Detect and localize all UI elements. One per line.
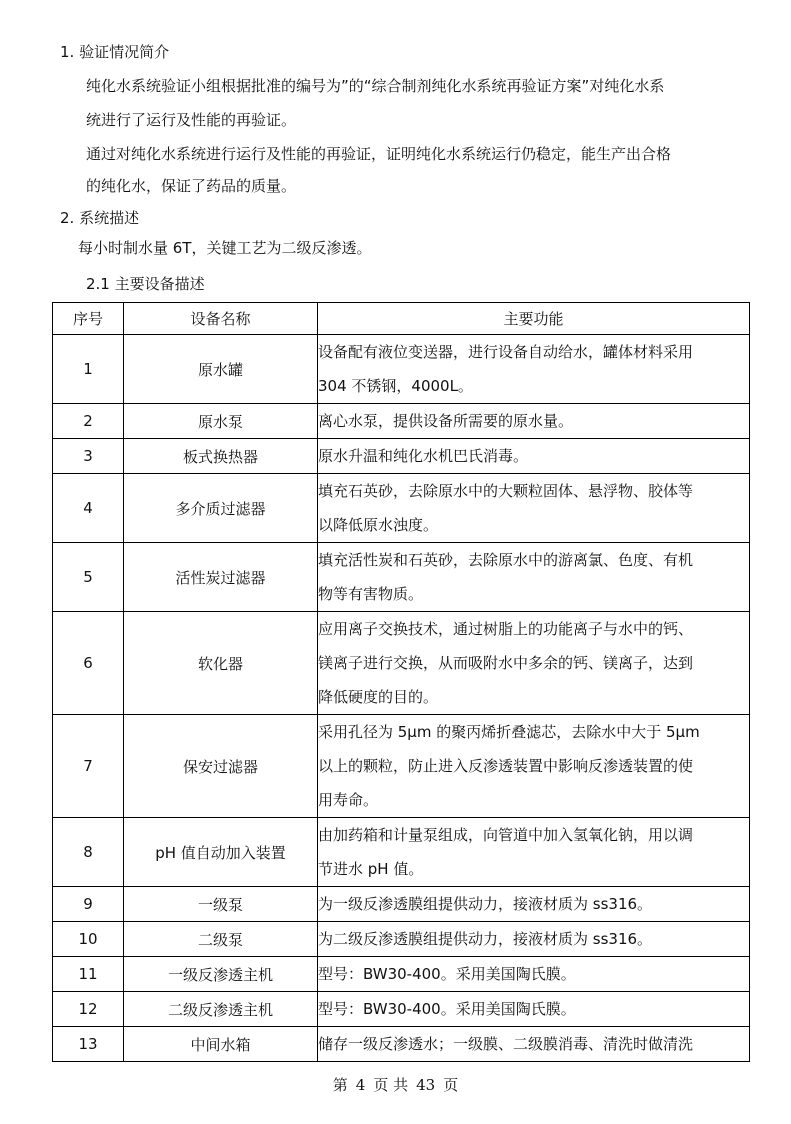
function-line: 填充石英砂，去除原水中的大颗粒固体、悬浮物、胶体等: [318, 482, 694, 500]
table-row: [53, 543, 750, 612]
footer-total-pages: 43: [416, 1076, 436, 1094]
footer-mid: 页 共: [373, 1076, 409, 1094]
section-1-heading: 1. 验证情况简介: [60, 43, 170, 61]
function-line: 储存一级反渗透水；一级膜、二级膜消毒、清洗时做清洗: [318, 1035, 694, 1053]
section-1-para2-line1: 通过对纯化水系统进行运行及性能的再验证，证明纯化水系统运行仍稳定，能生产出合格: [86, 145, 672, 163]
function-line: 节进水 pH 值。: [318, 860, 424, 878]
function-line: 离心水泵，提供设备所需要的原水量。: [318, 412, 574, 430]
section-1-para2-line2: 的纯化水，保证了药品的质量。: [86, 177, 297, 195]
section-1-para1-line2: 统进行了运行及性能的再验证。: [86, 111, 297, 129]
equipment-function: [318, 612, 750, 715]
function-line: 填充活性炭和石英砂，去除原水中的游离氯、色度、有机: [318, 551, 694, 569]
section-2-heading: 2. 系统描述: [60, 209, 140, 227]
footer-page-number: 4: [355, 1076, 366, 1094]
function-line: 原水升温和纯化水机巴氏消毒。: [318, 447, 529, 465]
equipment-name: 板式换热器: [124, 439, 318, 474]
function-line: 应用离子交换技术，通过树脂上的功能离子与水中的钙、: [318, 620, 694, 638]
equipment-function: [318, 404, 750, 439]
table-row: [53, 887, 750, 922]
section-2-1-subheading: 2.1 主要设备描述: [86, 275, 205, 293]
row-number: 7: [53, 715, 124, 818]
equipment-name: 二级泵: [124, 922, 318, 957]
page-footer: [0, 1074, 791, 1095]
footer-suffix: 页: [443, 1076, 459, 1094]
table-row: [53, 404, 750, 439]
table-header-row: [53, 303, 750, 335]
table-row: [53, 922, 750, 957]
row-number: 13: [53, 1027, 124, 1062]
table-row: [53, 474, 750, 543]
function-line: 由加药箱和计量泵组成，向管道中加入氢氧化钠，用以调: [318, 826, 694, 844]
function-line: 以上的颗粒，防止进入反渗透装置中影响反渗透装置的使: [318, 757, 694, 775]
equipment-function: [318, 922, 750, 957]
function-line: 采用孔径为 5μm 的聚丙烯折叠滤芯，去除水中大于 5μm: [318, 723, 700, 741]
equipment-function: [318, 715, 750, 818]
function-line: 降低硬度的目的。: [318, 688, 439, 706]
equipment-function: [318, 957, 750, 992]
table-row: [53, 818, 750, 887]
equipment-name: 一级泵: [124, 887, 318, 922]
row-number: 11: [53, 957, 124, 992]
table-row: [53, 335, 750, 404]
header-equipment-name: 设备名称: [124, 303, 318, 335]
row-number: 6: [53, 612, 124, 715]
equipment-function: [318, 439, 750, 474]
equipment-name: 软化器: [124, 612, 318, 715]
row-number: 3: [53, 439, 124, 474]
equipment-name: 原水罐: [124, 335, 318, 404]
function-line: 镁离子进行交换，从而吸附水中多余的钙、镁离子，达到: [318, 654, 694, 672]
equipment-function: [318, 335, 750, 404]
row-number: 5: [53, 543, 124, 612]
function-line: 物等有害物质。: [318, 585, 424, 603]
function-line: 型号：BW30-400。采用美国陶氏膜。: [318, 965, 576, 983]
equipment-name: 中间水箱: [124, 1027, 318, 1062]
equipment-name: 原水泵: [124, 404, 318, 439]
equipment-name: 保安过滤器: [124, 715, 318, 818]
row-number: 10: [53, 922, 124, 957]
row-number: 4: [53, 474, 124, 543]
table-row: [53, 612, 750, 715]
footer-prefix: 第: [332, 1076, 348, 1094]
table-body: [53, 335, 750, 1062]
equipment-name: 多介质过滤器: [124, 474, 318, 543]
equipment-name: 活性炭过滤器: [124, 543, 318, 612]
function-line: 304 不锈钢，4000L。: [318, 377, 473, 395]
header-main-function: 主要功能: [318, 303, 750, 335]
equipment-name: pH 值自动加入装置: [124, 818, 318, 887]
function-line: 设备配有液位变送器，进行设备自动给水，罐体材料采用: [318, 343, 694, 361]
equipment-function: [318, 474, 750, 543]
equipment-function: [318, 992, 750, 1027]
function-line: 为二级反渗透膜组提供动力，接液材质为 ss316。: [318, 930, 653, 948]
equipment-table: [52, 302, 750, 1062]
function-line: 以降低原水浊度。: [318, 516, 439, 534]
function-line: 型号：BW30-400。采用美国陶氏膜。: [318, 1000, 576, 1018]
table-row: [53, 439, 750, 474]
equipment-name: 一级反渗透主机: [124, 957, 318, 992]
table-row: [53, 992, 750, 1027]
table-row: [53, 1027, 750, 1062]
function-line: 为一级反渗透膜组提供动力，接液材质为 ss316。: [318, 895, 653, 913]
header-no: 序号: [53, 303, 124, 335]
row-number: 1: [53, 335, 124, 404]
equipment-function: [318, 818, 750, 887]
section-2-text: 每小时制水量 6T，关键工艺为二级反渗透。: [78, 239, 372, 257]
row-number: 2: [53, 404, 124, 439]
equipment-name: 二级反渗透主机: [124, 992, 318, 1027]
row-number: 12: [53, 992, 124, 1027]
equipment-function: [318, 1027, 750, 1062]
equipment-function: [318, 543, 750, 612]
table-row: [53, 715, 750, 818]
equipment-function: [318, 887, 750, 922]
table-row: [53, 957, 750, 992]
function-line: 用寿命。: [318, 791, 379, 809]
section-1-para1-line1: 纯化水系统验证小组根据批准的编号为”的“综合制剂纯化水系统再验证方案”对纯化水系: [86, 77, 665, 95]
row-number: 8: [53, 818, 124, 887]
row-number: 9: [53, 887, 124, 922]
